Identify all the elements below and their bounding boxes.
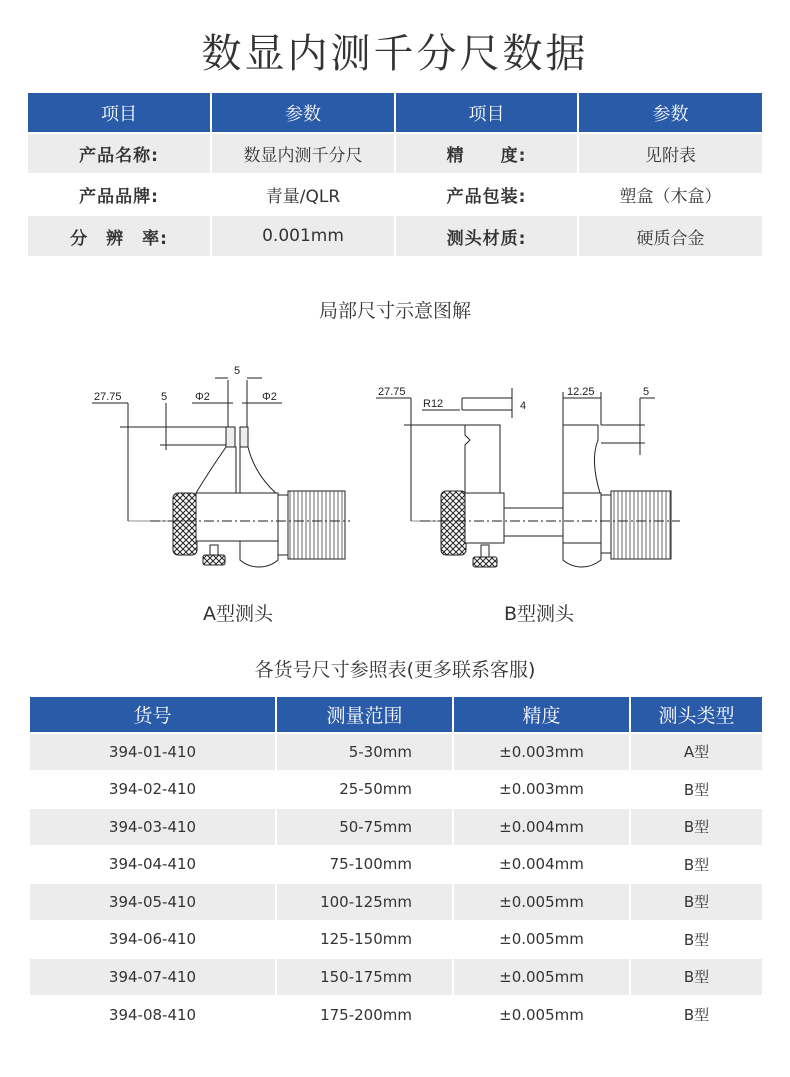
cell-accuracy: ±0.004mm bbox=[453, 846, 630, 884]
cell-probe-type: B型 bbox=[630, 846, 762, 884]
spec-key: 测头材质: bbox=[395, 215, 578, 256]
dim-a-phi-right: Φ2 bbox=[262, 391, 277, 403]
table-row bbox=[30, 883, 762, 921]
spec-value: 数显内测千分尺 bbox=[211, 133, 395, 174]
cell-range: 100-125mm bbox=[276, 883, 453, 921]
dim-a-27-75: 27.75 bbox=[94, 391, 122, 403]
dim-b-5: 5 bbox=[643, 386, 650, 398]
cell-probe-type: B型 bbox=[630, 808, 762, 846]
models-header-probe-type: 测头类型 bbox=[630, 697, 762, 733]
models-table bbox=[30, 697, 762, 1033]
dim-b-27-75: 27.75 bbox=[378, 386, 406, 398]
diagram-title: 局部尺寸示意图解 bbox=[318, 300, 471, 322]
cell-accuracy: ±0.003mm bbox=[453, 733, 630, 771]
spec-header-item: 项目 bbox=[395, 93, 578, 133]
cell-accuracy: ±0.004mm bbox=[453, 808, 630, 846]
cell-range: 75-100mm bbox=[276, 846, 453, 884]
cell-accuracy: ±0.005mm bbox=[453, 958, 630, 996]
cell-range: 50-75mm bbox=[276, 808, 453, 846]
table-row bbox=[30, 808, 762, 846]
spec-header-row bbox=[28, 93, 762, 133]
spec-key: 精 度: bbox=[395, 133, 578, 174]
cell-sku: 394-06-410 bbox=[30, 921, 276, 959]
cell-sku: 394-08-410 bbox=[30, 996, 276, 1034]
probe-diagram bbox=[0, 350, 790, 590]
cell-probe-type: B型 bbox=[630, 958, 762, 996]
cell-sku: 394-03-410 bbox=[30, 808, 276, 846]
cell-range: 25-50mm bbox=[276, 771, 453, 809]
table-row bbox=[30, 958, 762, 996]
cell-probe-type: B型 bbox=[630, 771, 762, 809]
spec-value: 硬质合金 bbox=[578, 215, 762, 256]
table-row bbox=[30, 996, 762, 1034]
models-header-accuracy: 精度 bbox=[453, 697, 630, 733]
cell-accuracy: ±0.005mm bbox=[453, 996, 630, 1034]
spec-value: 塑盒（木盒） bbox=[578, 174, 762, 215]
cell-sku: 394-04-410 bbox=[30, 846, 276, 884]
dim-b-r12: R12 bbox=[423, 398, 444, 410]
spec-value: 青量/QLR bbox=[211, 174, 395, 215]
cell-range: 5-30mm bbox=[276, 733, 453, 771]
cell-sku: 394-05-410 bbox=[30, 883, 276, 921]
spec-header-item: 项目 bbox=[28, 93, 211, 133]
probe-a-caption: A型测头 bbox=[203, 603, 273, 625]
models-table-title: 各货号尺寸参照表(更多联系客服) bbox=[254, 659, 536, 681]
models-header-sku: 货号 bbox=[30, 697, 276, 733]
cell-probe-type: B型 bbox=[630, 996, 762, 1034]
cell-range: 175-200mm bbox=[276, 996, 453, 1034]
cell-accuracy: ±0.005mm bbox=[453, 921, 630, 959]
table-row bbox=[30, 733, 762, 771]
probe-b-caption: B型测头 bbox=[504, 603, 575, 625]
table-row bbox=[30, 846, 762, 884]
table-row bbox=[30, 921, 762, 959]
cell-range: 150-175mm bbox=[276, 958, 453, 996]
dim-a-5-top: 5 bbox=[234, 365, 241, 377]
spec-key: 产品名称: bbox=[28, 133, 211, 174]
cell-accuracy: ±0.003mm bbox=[453, 771, 630, 809]
spec-value: 0.001mm bbox=[211, 215, 395, 256]
page-title: 数显内测千分尺数据 bbox=[201, 31, 589, 77]
spec-header-param: 参数 bbox=[578, 93, 762, 133]
spec-key: 分 辨 率: bbox=[28, 215, 211, 256]
cell-sku: 394-07-410 bbox=[30, 958, 276, 996]
cell-sku: 394-01-410 bbox=[30, 733, 276, 771]
cell-probe-type: B型 bbox=[630, 883, 762, 921]
cell-probe-type: B型 bbox=[630, 921, 762, 959]
probe-b-drawing bbox=[376, 388, 680, 567]
cell-sku: 394-02-410 bbox=[30, 771, 276, 809]
spec-row bbox=[28, 215, 762, 256]
spec-row bbox=[28, 174, 762, 215]
models-header-row bbox=[30, 697, 762, 733]
models-header-range: 测量范围 bbox=[276, 697, 453, 733]
spec-value: 见附表 bbox=[578, 133, 762, 174]
table-row bbox=[30, 771, 762, 809]
dim-a-phi-left: Φ2 bbox=[195, 391, 210, 403]
spec-row bbox=[28, 133, 762, 174]
dim-a-5: 5 bbox=[161, 391, 168, 403]
spec-key: 产品包装: bbox=[395, 174, 578, 215]
probe-a-drawing bbox=[92, 378, 350, 567]
dim-b-12-25: 12.25 bbox=[567, 386, 595, 398]
dim-b-4: 4 bbox=[520, 400, 527, 412]
cell-range: 125-150mm bbox=[276, 921, 453, 959]
spec-table bbox=[28, 93, 762, 256]
spec-key: 产品品牌: bbox=[28, 174, 211, 215]
cell-accuracy: ±0.005mm bbox=[453, 883, 630, 921]
cell-probe-type: A型 bbox=[630, 733, 762, 771]
spec-header-param: 参数 bbox=[211, 93, 395, 133]
